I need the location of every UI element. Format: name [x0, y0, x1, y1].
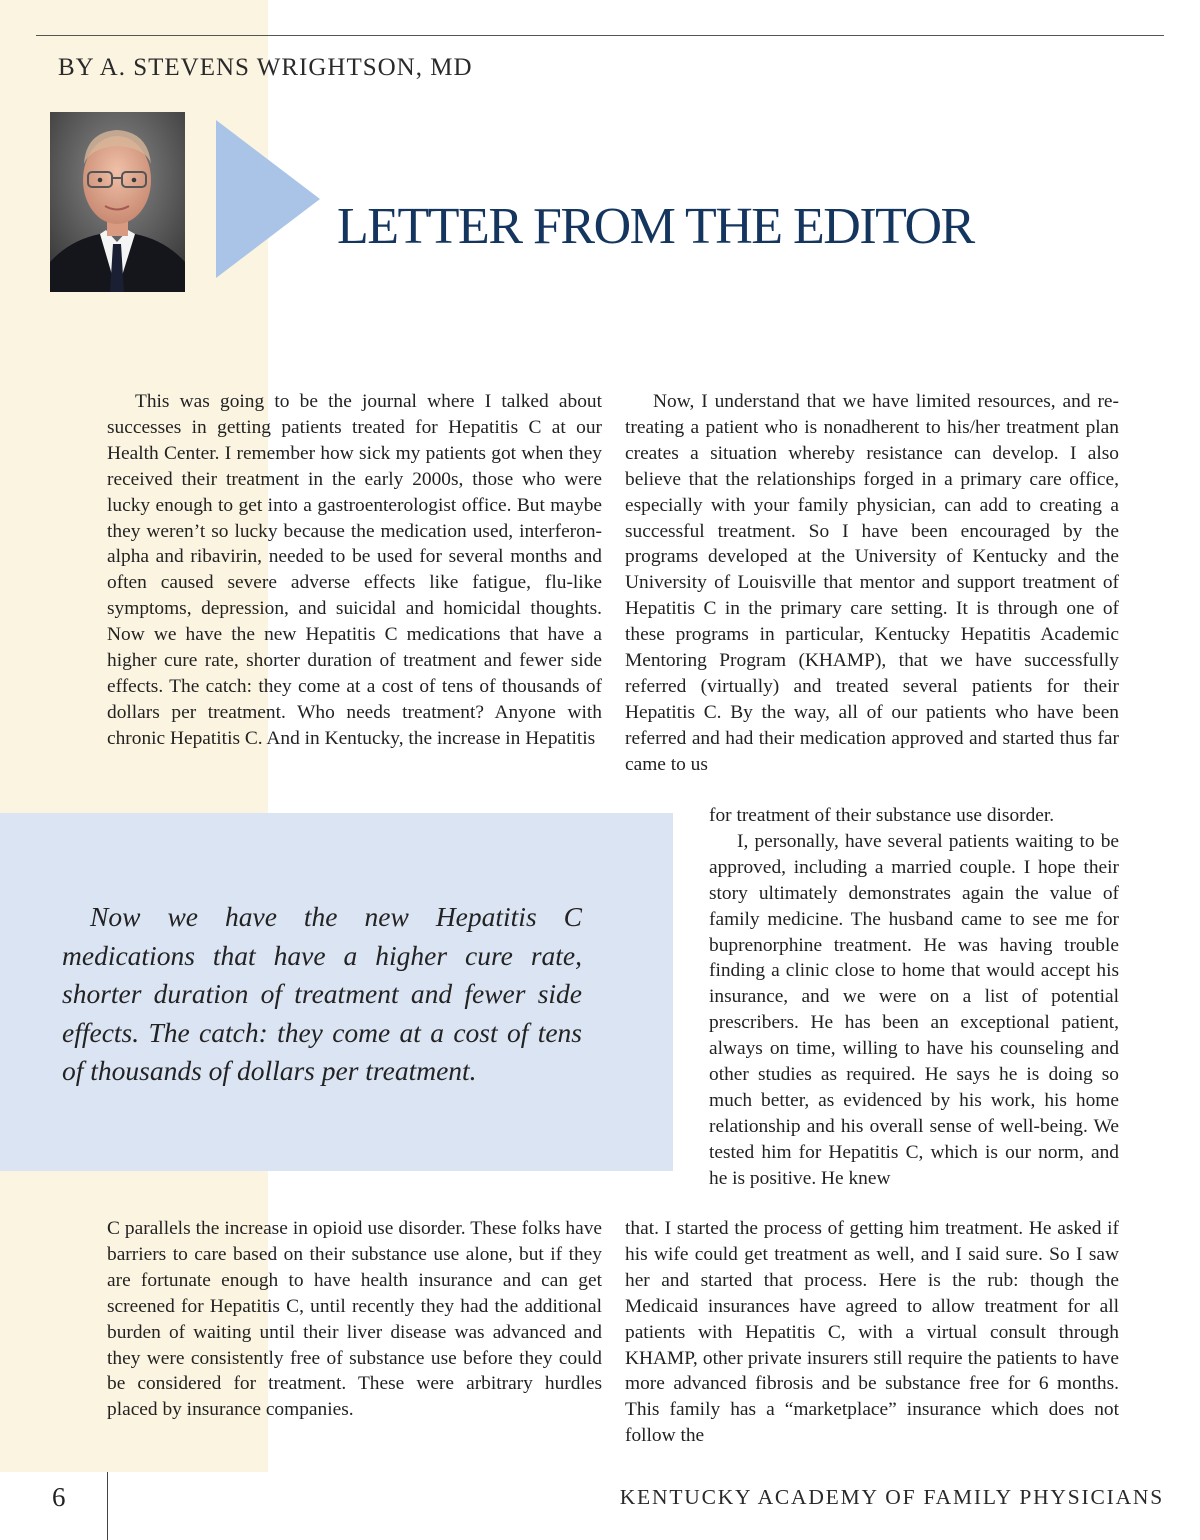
top-rule	[36, 35, 1164, 36]
publication-name: KENTUCKY ACADEMY OF FAMILY PHYSICIANS	[619, 1485, 1164, 1509]
body-column-right-top	[625, 389, 1119, 778]
pullquote-text: Now we have the new Hepatitis C medications that have a higher cure rate, shorter duration of treatment and fewer side effects. The catch: they come at a cost of tens of thousands of dollars per treatment.	[62, 901, 582, 1086]
page-title: LETTER FROM THE EDITOR	[337, 197, 974, 255]
body-column-right-mid	[709, 803, 1119, 1192]
body-paragraph: Now, I understand that we have limited resources, and re-treating a patient who is nonadherent to his/her treatment plan creates a situation whereby resistance can develop. I also believe that the relationships forged in a primary care office, especially with your family physician, can add to creating a successful treatment. So I have been encouraged by the programs developed at the University of Kentucky and the University of Louisville that mentor and support treatment of Hepatitis C in the primary care setting. It is through one of these programs in particular, Kentucky Hepatitis Academic Mentoring Program (KHAMP), that we have successfully referred (virtually) and treated several patients for their Hepatitis C. By the way, all of our patients who have been referred and had their medication approved and started thus far came to us	[625, 391, 1119, 775]
body-paragraph: C parallels the increase in opioid use disorder. These folks have barriers to care based on their substance use alone, but if they are fortunate enough to have health insurance and can get screened for Hepatitis C, until recently they had the additional burden of waiting until their liver disease was advanced and they were consistently free of substance use before they could be considered for treatment. These were arbitrary hurdles placed by insurance companies.	[107, 1218, 602, 1421]
page-number: 6	[52, 1482, 66, 1512]
author-photo	[50, 112, 185, 292]
footer-divider	[107, 1472, 108, 1540]
body-column-left-bottom	[107, 1216, 602, 1423]
body-column-right-bottom	[625, 1216, 1119, 1449]
byline: BY A. STEVENS WRIGHTSON, MD	[58, 54, 473, 81]
body-paragraph: This was going to be the journal where I talked about successes in getting patients treated for Hepatitis C at our Health Center. I remember how sick my patients got when they received their treatment in the early 2000s, those who were lucky enough to get into a gastroenterologist office. But maybe they weren’t so lucky because the medication used, interferon-alpha and ribavirin, needed to be used for several months and often caused severe adverse effects like fatigue, flu-like symptoms, depression, and suicidal and homicidal thoughts. Now we have the new Hepatitis C medications that have a higher cure rate, shorter duration of treatment and fewer side effects. The catch: they come at a cost of tens of thousands of dollars per treatment. Who needs treatment? Anyone with chronic Hepatitis C. And in Kentucky, the increase in Hepatitis	[107, 391, 602, 749]
title-arrow-icon	[216, 120, 320, 278]
pullquote	[62, 898, 582, 1091]
body-paragraph: I, personally, have several patients waiting to be approved, including a married couple. I hope their story ultimately demonstrates again the value of family medicine. The husband came to see me for buprenorphine treatment. He was having trouble finding a clinic close to home that would accept his insurance, and we were on a list of potential prescribers. He has been an exceptional patient, always on time, willing to have his counseling and other studies as required. He says he is doing so much better, as evidenced by his work, his home relationship and his overall sense of well-being. We tested him for Hepatitis C, which is our norm, and he is positive. He knew	[709, 830, 1119, 1189]
body-paragraph: for treatment of their substance use disorder.	[709, 805, 1055, 826]
body-column-left-top	[107, 389, 602, 752]
body-paragraph: that. I started the process of getting him treatment. He asked if his wife could get treatment as well, and I said sure. So I saw her and started that process. Here is the rub: though the Medicaid insurances have agreed to allow treatment for all patients with Hepatitis C, with a virtual consult through KHAMP, other private insurers still require the patients to have more advanced fibrosis and be substance free for 6 months. This family has a “marketplace” insurance which does not follow the	[625, 1218, 1119, 1447]
